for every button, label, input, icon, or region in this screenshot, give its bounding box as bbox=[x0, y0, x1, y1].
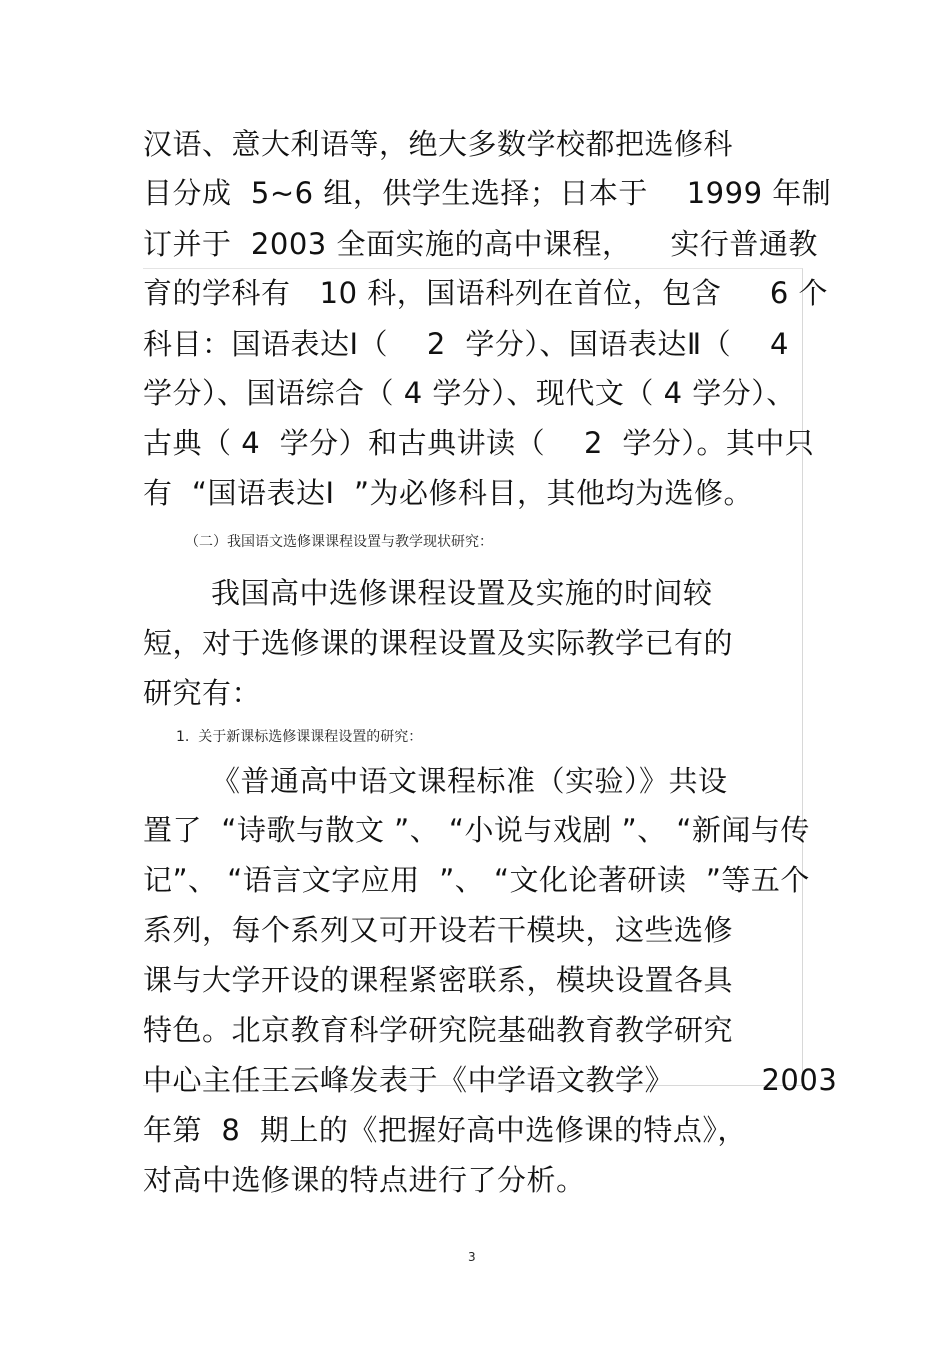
paragraph-1-line-2: 目分成 5~6 组，供学生选择；日本于 1999 年制 bbox=[143, 176, 832, 210]
paragraph-3-line-7: 中心主任王云峰发表于《中学语文教学》 2003 bbox=[143, 1063, 838, 1097]
paragraph-3-line-5: 课与大学开设的课程紧密联系，模块设置各具 bbox=[143, 963, 734, 997]
paragraph-3-line-4: 系列，每个系列又可开设若干模块，这些选修 bbox=[143, 913, 734, 947]
paragraph-3-line-9: 对高中选修课的特点进行了分析。 bbox=[143, 1163, 586, 1197]
paragraph-3-line-8: 年第 8 期上的《把握好高中选修课的特点》， bbox=[143, 1113, 747, 1147]
paragraph-2-line-1: 我国高中选修课程设置及实施的时间较 bbox=[143, 576, 713, 610]
paragraph-1-line-1: 汉语、意大利语等，绝大多数学校都把选修科 bbox=[143, 127, 734, 161]
paragraph-2-line-3: 研究有： bbox=[143, 676, 262, 710]
paragraph-1-line-8: 有 “国语表达Ⅰ ”为必修科目，其他均为选修。 bbox=[143, 476, 753, 510]
paragraph-1-line-4: 育的学科有 10 科，国语科列在首位，包含 6 个 bbox=[143, 276, 829, 310]
paragraph-1-line-7: 古典（ 4 学分）和古典讲读（ 2 学分）。其中只 bbox=[143, 426, 815, 460]
subsection-heading-1: 1. 关于新课标选修课课程设置的研究： bbox=[176, 729, 423, 745]
paragraph-3-line-1: 《普通高中语文课程标准（实验）》共设 bbox=[143, 764, 728, 798]
paragraph-1-line-6: 学分）、国语综合（ 4 学分）、现代文（ 4 学分）、 bbox=[143, 376, 796, 410]
paragraph-3-line-3: 记”、 “语言文字应用 ”、 “文化论著研读 ”等五个 bbox=[143, 863, 810, 897]
paragraph-1-line-3: 订并于 2003 全面实施的高中课程， 实行普通教 bbox=[143, 227, 818, 261]
page-number: 3 bbox=[468, 1250, 476, 1264]
paragraph-3-line-2: 置了 “诗歌与散文 ”、 “小说与戏剧 ”、 “新闻与传 bbox=[143, 813, 810, 847]
section-heading-2: （二）我国语文选修课课程设置与教学现状研究： bbox=[185, 534, 493, 550]
paragraph-3-line-6: 特色。北京教育科学研究院基础教育教学研究 bbox=[143, 1013, 734, 1047]
paragraph-2-line-2: 短，对于选修课的课程设置及实际教学已有的 bbox=[143, 626, 734, 660]
paragraph-1-line-5: 科目：国语表达Ⅰ（ 2 学分）、国语表达Ⅱ（ 4 bbox=[143, 327, 789, 361]
